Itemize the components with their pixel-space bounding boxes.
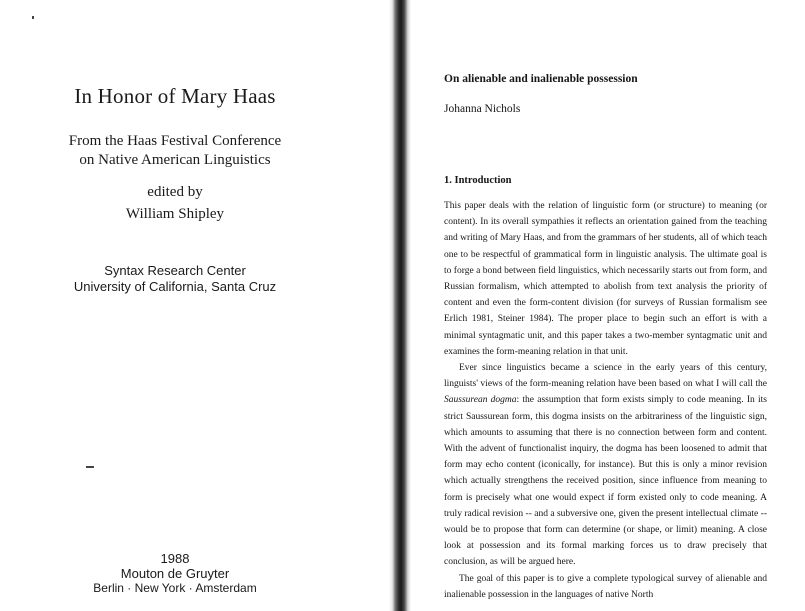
- research-center-name: Syntax Research Center: [104, 263, 246, 278]
- paragraph-2-part-1: Ever since linguistics became a science in the early years of this century, linguists' views of the form-meaning relation have been based on what I will call the: [444, 363, 767, 390]
- article-body: [444, 198, 767, 603]
- paragraph-1: This paper deals with the relation of linguistic form (or structure) to meaning (or content). In its overall sympathies it reflects an orientation gained from the teaching and writing of Mary Haas, and from the grammars of her students, all of which teach one to be respectful of grammatical form in linguistic analysis. The ultimate goal is to forge a bond between field linguistics, which necessarily starts out from form, and Russian formalism, which attempted to abolish from text analysis the priority of content and even the form-content division (for surveys of Russian formalism see Erlich 1981, Steiner 1984). The proper place to begin such an effort is with a minimal syntagmatic unit, and this paper takes a two-member syntagmatic unit and examines the form-meaning relation in that unit.: [444, 201, 767, 357]
- paragraph-2: [444, 360, 767, 571]
- publication-year: 1988: [160, 551, 190, 566]
- publisher-cities: Berlin · New York · Amsterdam: [93, 581, 257, 595]
- scan-speck: [86, 466, 94, 468]
- university-name: University of California, Santa Cruz: [73, 279, 277, 294]
- section-heading: 1. Introduction: [444, 175, 512, 186]
- paragraph-2-part-2: : the assumption that form exists simply to code meaning. In its strict Saussurean form, this dogma insists on the arbitrariness of the linguistic sign, which amounts to assuming that there is no connection between form and content. With the advent of functionalist inquiry, the dogma has been loosened to admit that form may echo content (iconically, for instance). But this is only a minor revision which actually strengthens the received position, since influence from meaning to form is precisely what one would expect if form existed only to code meaning. A truly radical revision -- and a subversive one, given the present intellectual climate -- would be to propose that form can determine (or shape, or limit) meaning. A close look at possession and its formal marking forces us to draw precisely that conclusion, as will be argued here.: [444, 395, 767, 568]
- publisher-name: Mouton de Gruyter: [120, 566, 230, 581]
- book-spine-shadow: [389, 0, 411, 611]
- article-author: Johanna Nichols: [444, 103, 521, 115]
- subtitle-line-2: on Native American Linguistics: [79, 152, 271, 168]
- saussurean-dogma-term: Saussurean dogma: [444, 395, 517, 406]
- article-title: On alienable and inalienable possession: [444, 73, 638, 85]
- research-center: [0, 263, 350, 295]
- book-title: In Honor of Mary Haas: [74, 84, 276, 108]
- paragraph-3: The goal of this paper is to give a complete typological survey of alienable and inalienable possession in the languages of native North: [444, 573, 767, 600]
- edited-by-label: edited by: [147, 184, 203, 200]
- title-page: [0, 0, 392, 611]
- scan-speck: [32, 16, 34, 19]
- article-page: [411, 0, 805, 611]
- editor-name: William Shipley: [125, 206, 225, 222]
- subtitle: [0, 132, 350, 170]
- subtitle-line-1: From the Haas Festival Conference: [68, 133, 282, 149]
